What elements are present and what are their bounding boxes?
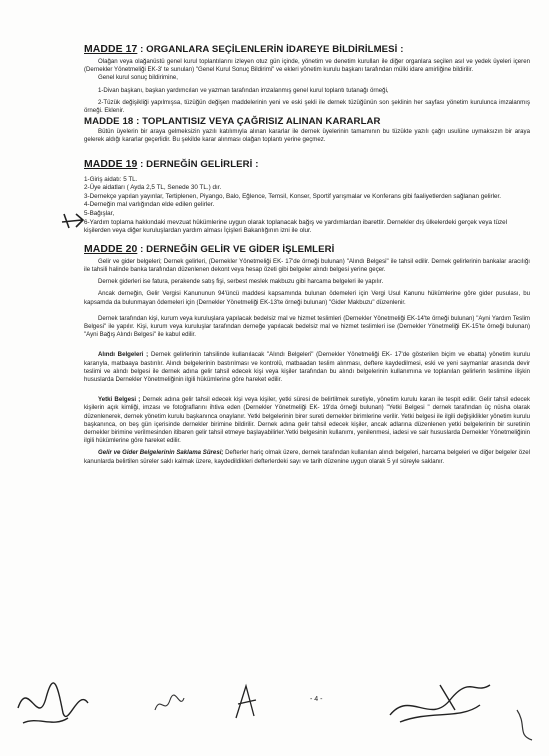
receipt-docs-label: Alındı Belgeleri ;: [98, 351, 149, 359]
signature-2: [150, 690, 190, 720]
income-item-2: 2-Üye aidatları ( Ayda 2,5 TL, Senede 30 TL.) dır.: [84, 184, 222, 192]
receipt-docs-para: [84, 351, 530, 384]
article-17-number: MADDE 17: [84, 44, 138, 55]
retention-label: Gelir ve Gider Belgelerinin Saklama Süresi;: [98, 449, 224, 457]
authority-doc-label: Yetki Belgesi ;: [98, 396, 141, 404]
article-17-para-4: 2-Tüzük değişikliği yapılmışsa, tüzüğün değişen maddelerinin yeni ve eski şekli ile dernek tüzüğünün son şeklinin her sayfası yönetim kurulunca imzalanmış örneği. Eklenir.: [84, 98, 530, 115]
article-19-heading: [84, 159, 530, 170]
document-body: [84, 44, 530, 466]
article-18-para-1: Bütün üyelerin bir araya gelmeksizin yazılı katılımıyla alınan kararlar ile dernek üyelerinin tamamının bu tüzükte yazılı çağrı usulüne uymaksızın bir araya gelerek aldığı kararlar geçerlidir. Bu şekilde karar alınması olağan toplantı yerine geçmez.: [84, 128, 530, 144]
article-17-para-2: Genel kurul sonuç bildirimine,: [98, 74, 178, 82]
signature-3: [228, 680, 268, 725]
article-20-heading: [84, 244, 530, 255]
article-20-para-3: Ancak derneğin, Gelir Vergisi Kanununun 94'üncü maddesi kapsamında bulunan ödemeleri için Vergi Usul Kanunu hükümlerine göre gider pusulası, bu kapsamda da bulunmayan ödemeleri için (Dernekler Yönetmeliği EK-13'te örneği bulunan) "Gider Makbuzu" düzenlenir.: [84, 290, 530, 306]
income-item-3: 3-Dernekçe yapılan yayınlar, Tertiplenen, Piyango, Balo, Eğlence, Temsil, Konser, Sportif yarışmalar ve Konferans gibi faaliyetlerden sağlanan gelirler.: [84, 192, 501, 200]
article-17-heading: [84, 44, 530, 55]
authority-doc-para: [84, 396, 530, 445]
article-17-para-3: 1-Divan başkanı, başkan yardımcıları ve yazman tarafından imzalanmış genel kurul toplantı tutanağı örneği,: [98, 86, 389, 94]
income-item-1: 1-Giriş aidatı: 5 TL.: [84, 175, 138, 183]
retention-para: [84, 449, 530, 465]
article-20-para-1: Gelir ve gider belgeleri; Dernek gelirleri, (Dernekler Yönetmeliği EK- 17'de örneği bulunan) "Alındı Belgesi" ile tahsil edilir. Dernek gelirlerinin bankalar aracılığı ile tahsili halinde banka tarafından düzenlenen dekont veya hesap özeti gibi belgeler alındı belgesi yerine geçer.: [84, 257, 530, 273]
income-item-4: 4-Derneğin mal varlığından elde edilen gelirler.: [84, 201, 215, 209]
article-20-number: MADDE 20: [84, 243, 138, 255]
income-item-5: 5-Bağışlar,: [84, 210, 115, 217]
article-20-title: : DERNEĞİN GELİR VE GİDER İŞLEMLERİ: [140, 243, 335, 255]
article-19-number: MADDE 19: [84, 158, 138, 170]
receipt-docs-text: Dernek gelirlerinin tahsilinde kullanılacak "Alındı Belgeleri" (Dernekler Yönetmeliği EK- 17'de gösterilen biçim ve ebatta) yönetim kurulu kararıyla, matbaaya bastırılır. Alındı belgelerinin bastırılması ve kontrolü, matbaadan teslim alınması, deftere kaydedilmesi, eski ve yeni saymanlar arasında devir teslimi ve alındı belgesi ile dernek adına gelir tahsil edecek kişi veya kişiler tarafından bu alındı belgelerinin kullanımına ve toplanılan gelirlerin teslimine ilişkin hususlarda Dernekler Yönetmeliğinin ilgili hükümlerine göre hareket edilir.: [84, 351, 530, 384]
article-19-title: : DERNEĞİN GELİRLERİ :: [140, 158, 259, 170]
handwritten-arrow-mark: [60, 210, 86, 232]
article-20-para-2: Dernek giderleri ise fatura, perakende satış fişi, serbest meslek makbuzu gibi harcama belgeleri ile yapılır.: [98, 278, 384, 286]
signature-5: [512, 705, 542, 745]
article-18-heading: MADDE 18 : TOPLANTISIZ VEYA ÇAĞRISIZ ALINAN KARARLAR: [84, 116, 381, 128]
article-20-para-4: Dernek tarafından kişi, kurum veya kuruluşlara yapılacak bedelsiz mal ve hizmet teslimleri (Dernekler Yönetmeliği EK-14'te örneği bulunan) "Ayni Yardım Teslim Belgesi" ile yapılır. Kişi, kurum veya kuruluşlar tarafından derneğe yapılacak bedelsiz mal ve hizmet teslimleri ise (Dernekler Yönetmeliği EK-15'te örneği bulunan) "Ayni Bağış Alındı Belgesi" ile kabul edilir.: [84, 314, 530, 339]
authority-doc-text: Dernek adına gelir tahsil edecek kişi veya kişiler, yetki süresi de belirtilmek suretiyle, yönetim kurulu kararı ile tespit edilir. Gelir tahsil edecek kişilerin açık kimliği, imzası ve fotoğraflarını ihtiva eden (Dernekler Yönetmeliği EK- 19'da örneği bulunan) "Yetki Belgesi " dernek tarafından üç nüsha olarak düzenlenerek, dernek yönetim kurulu başkanınca onaylanır. Yetki belgelerinin birer sureti dernekler birimlerine verilir. Yetki belgesi ile ilgili değişiklikler yönetim kurulu başkanınca, on beş gün içerisinde dernekler birimine bildirilir. Dernek adına gelir tahsil edecek kişiler, ancak adlarına düzenlenen yetki belgelerinin bir suretinin dernekler birimine verilmesinden itibaren gelir tahsil etmeye başlayabilirler.Yetki belgesinin kullanımı, yenilenmesi, iadesi ve sair hususlarda Dernekler Yönetmeliğinin ilgili hükümlerine göre hareket edilir.: [84, 396, 530, 445]
article-17-para-1: Olağan veya olağanüstü genel kurul toplantılarını izleyen otuz gün içinde, yönetim ve denetim kurulları ile diğer organlara seçilen asıl ve yedek üyeleri içeren (Dernekler Yönetmeliği EK-3' te sunulan) "Genel Kurul Sonuç Bildirimi" ve ekleri yönetim kurulu başkanı tarafından mülki idare amirliğine bildirilir.: [84, 58, 530, 74]
article-17-title: : ORGANLARA SEÇİLENLERİN İDAREYE BİLDİRİLMESİ :: [140, 44, 404, 55]
income-item-6: 6-Yardım toplama hakkındaki mevzuat hükümlerine uygun olarak toplanacak bağış ve yardımlardan ibarettir. Dernekler dış ülkelerdeki gerçek veya tüzel kişilerden veya diğer kuruluşlardan yardım alması İçişleri Bakanlığının izni ile olur.: [84, 218, 508, 235]
retention-text: Defterler hariç olmak üzere, dernek tarafından kullanılan alındı belgeleri, harcama belgeleri ve diğer belgeler özel kanunlarda belirtilen süreler saklı kalmak üzere, kaydedildikleri defterlerdeki sayı ve tarih düzenine uygun olarak 5 yıl süreyle saklanır.: [84, 449, 530, 465]
page-number: - 4 -: [310, 696, 323, 703]
signature-1: [8, 668, 98, 738]
signature-4: [380, 670, 500, 735]
